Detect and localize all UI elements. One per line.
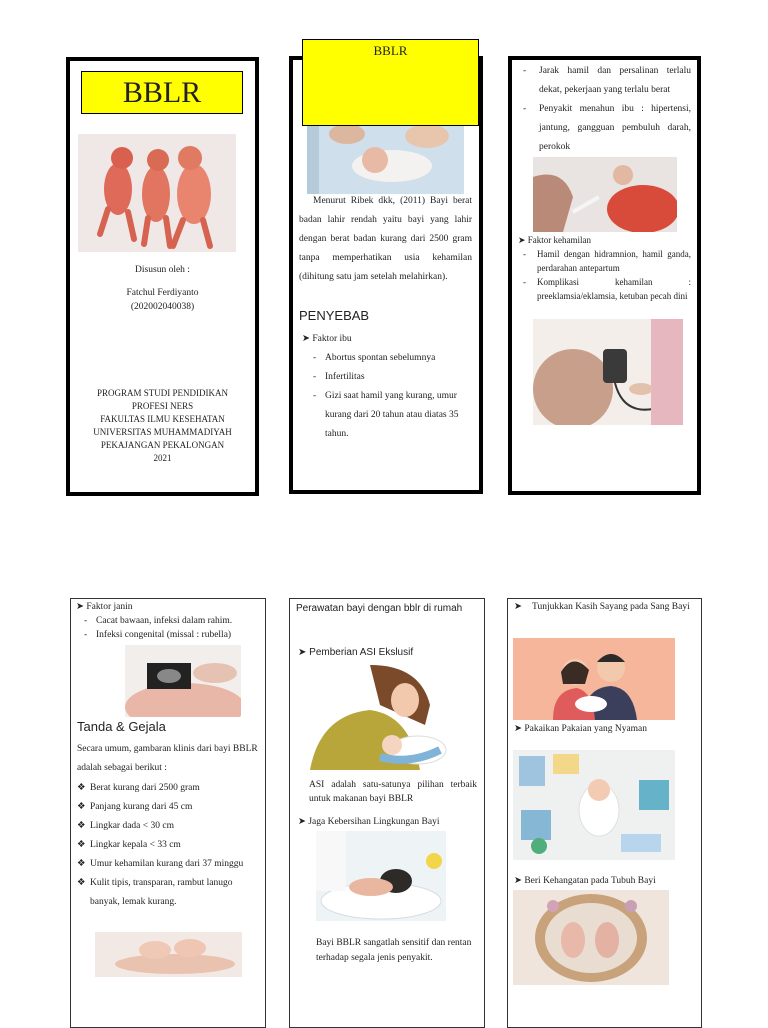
list-item: - Infertilitas	[313, 372, 365, 382]
warmth-label: Beri Kehangatan pada Tubuh Bayi	[524, 876, 656, 886]
list-item: - Penyakit menahun ibu : hipertensi, jantung, gangguan pembuluh darah, perokok	[523, 104, 691, 152]
mother-factor-list	[313, 349, 473, 444]
institution-line: FAKULTAS ILMU KESEHATAN	[100, 414, 225, 424]
prepared-by-label: Disusun oleh :	[135, 265, 190, 275]
definition-text: Menurut Ribek dkk, (2011) Bayi berat badan lahir rendah yaitu bayi yang lahir dengan berat badan kurang dari 2500 gram tanpa memperhatikan usia kehamilan (dihitung satu jam setelah melahirkan).	[299, 196, 472, 282]
symptoms-list	[77, 779, 259, 912]
institution-line: PROGRAM STUDI PENDIDIKAN	[96, 388, 228, 398]
symptoms-intro: Secara umum, gambaran klinis dari bayi BBLR adalah sebagai berikut :	[77, 744, 258, 773]
baby-bath-image	[316, 831, 446, 921]
cleanliness-item	[298, 815, 439, 829]
mother-factor	[302, 330, 352, 349]
warmth-item	[514, 874, 656, 888]
author-nim: (202002040038)	[130, 302, 195, 312]
mother-factor-label: Faktor ibu	[312, 334, 352, 344]
list-item: - Hamil dengan hidramnion, hamil ganda, perdarahan antepartum	[523, 249, 691, 273]
institution-year: 2021	[153, 453, 172, 463]
baby-clothes-image	[513, 750, 675, 860]
arrow-icon: ➤	[514, 724, 525, 734]
breastfeeding-text: ASI adalah satu-satunya pilihan terbaik untuk makanan bayi BBLR	[309, 780, 477, 804]
care-heading: Perawatan bayi dengan bblr di rumah	[296, 603, 463, 614]
incubator-baby-image	[307, 118, 464, 194]
breastfeeding-label: Pemberian ASI Ekslusif	[309, 647, 414, 658]
pregnancy-factor-label: Faktor kehamilan	[527, 235, 592, 245]
arrow-icon: ➤	[518, 235, 528, 245]
clothing-label: Pakaikan Pakaian yang Nyaman	[524, 724, 648, 734]
cleanliness-label: Jaga Kebersihan Lingkungan Bayi	[308, 817, 440, 827]
sensitive-text: Bayi BBLR sangatlah sensitif dan rentan terhadap segala jenis penyakit.	[316, 938, 472, 963]
smoking-pregnant-image	[533, 157, 677, 232]
cause-heading: PENYEBAB	[299, 308, 370, 323]
list-item: - Abortus spontan sebelumnya	[313, 353, 436, 363]
clothing-item	[514, 722, 647, 736]
list-item: - Cacat bawaan, infeksi dalam rahim.	[84, 616, 233, 626]
cover-title: BBLR	[122, 76, 202, 109]
list-item: - Gizi saat hamil yang kurang, umur kurang dari 20 tahun atau diatas 35 tahun.	[313, 391, 459, 439]
list-item: ❖ Berat kurang dari 2500 gram	[77, 783, 200, 793]
list-item: ❖ Lingkar dada < 30 cm	[77, 821, 174, 831]
list-item: ❖ Panjang kurang dari 45 cm	[77, 802, 193, 812]
institution-block	[70, 387, 255, 465]
newborns-basket-image	[513, 890, 669, 985]
definition-title: BBLR	[373, 43, 408, 58]
arrow-icon: ➤	[298, 817, 309, 827]
pregnancy-factor-list	[523, 247, 691, 303]
institution-line: UNIVERSITAS MUHAMMADIYAH	[93, 427, 232, 437]
arrow-icon: ➤	[514, 876, 525, 886]
arrow-icon: ➤	[298, 647, 310, 658]
list-item: - Jarak hamil dan persalinan terlalu dekat, pekerjaan yang terlalu berat	[523, 66, 691, 95]
list-item: ❖ Lingkar kepala < 33 cm	[77, 840, 181, 850]
baby-feet-image	[95, 932, 242, 977]
institution-line: PROFESI NERS	[131, 401, 194, 411]
arrow-icon: ➤	[514, 602, 522, 612]
causes-list-top	[523, 62, 691, 157]
institution-line: PEKAJANGAN PEKALONGAN	[100, 440, 225, 450]
list-item: ❖ Kulit tipis, transparan, rambut lanugo banyak, lemak kurang.	[77, 878, 233, 907]
parents-baby-image	[513, 638, 675, 720]
arrow-icon: ➤	[302, 334, 313, 344]
symptoms-heading: Tanda & Gejala	[77, 719, 166, 734]
list-item: - Infeksi congenital (missal : rubella)	[84, 630, 232, 640]
fetal-factor	[76, 600, 133, 614]
arrow-icon: ➤	[76, 602, 87, 612]
affection-item	[514, 600, 694, 614]
ultrasound-image	[125, 645, 241, 717]
pregnancy-factor	[518, 233, 591, 247]
affection-label: Tunjukkan Kasih Sayang pada Sang Bayi	[532, 602, 690, 612]
breastfeeding-image	[310, 665, 452, 770]
author-name: Fatchul Ferdiyanto	[126, 288, 199, 298]
fetal-factor-list	[84, 614, 264, 642]
breastfeeding-item	[298, 643, 413, 662]
list-item: - Komplikasi kehamilan : preeklamsia/eklamsia, ketuban pecah dini	[523, 277, 691, 301]
blood-pressure-check-image	[533, 319, 683, 425]
list-item: ❖ Umur kehamilan kurang dari 37 minggu	[77, 859, 244, 869]
fetal-factor-label: Faktor janin	[86, 602, 133, 612]
premature-babies-image	[78, 134, 236, 252]
